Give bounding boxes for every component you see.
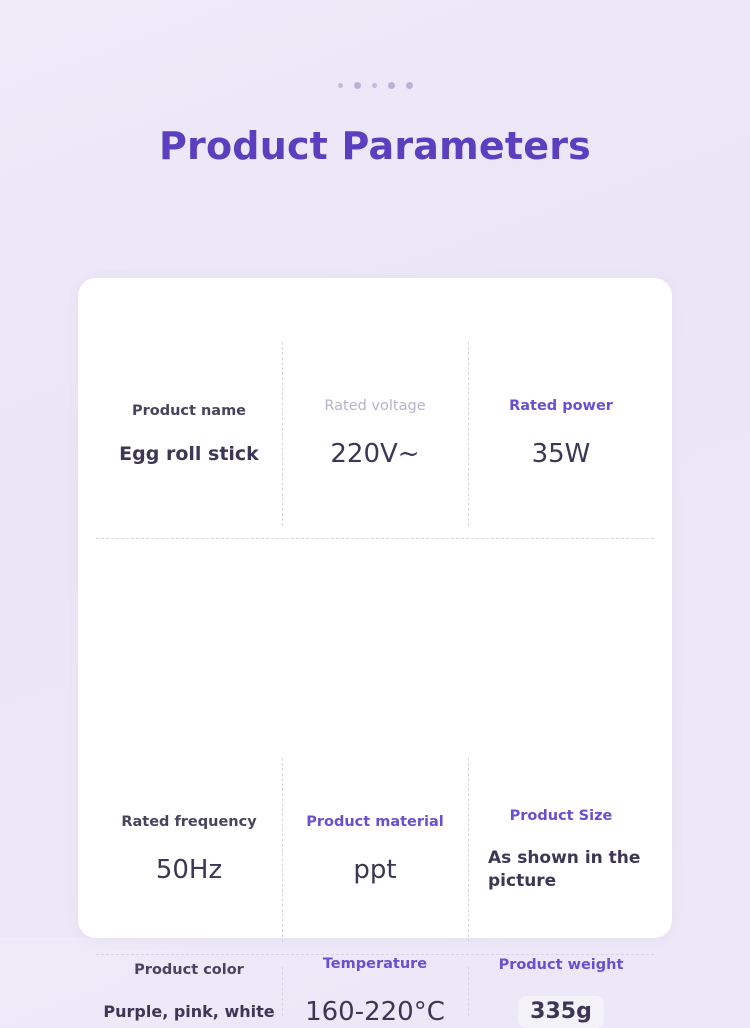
param-cell-product-color [96, 955, 282, 1028]
param-label: Product color [134, 962, 244, 979]
param-cell-rated-power [468, 330, 654, 538]
page-title: Product Parameters [159, 124, 591, 168]
param-label: Product name [131, 402, 247, 419]
dot-icon [354, 82, 361, 89]
decorative-dots [0, 82, 750, 89]
dot-icon [388, 82, 395, 89]
parameters-grid [96, 330, 654, 1028]
param-value: 160-220°C [305, 996, 445, 1027]
param-value: Purple, pink, white [103, 1002, 275, 1022]
parameters-card [78, 278, 672, 1027]
param-label: Product Size [509, 807, 613, 824]
param-cell-product-material [282, 746, 468, 954]
param-value: Egg roll stick [119, 442, 259, 465]
param-cell-temperature [282, 955, 468, 1028]
param-value: ppt [353, 855, 397, 886]
param-cell-rated-voltage [282, 330, 468, 538]
param-cell-rated-frequency [96, 746, 282, 954]
param-label: Temperature [322, 956, 428, 972]
param-value: 50Hz [155, 855, 223, 886]
row-divider [96, 538, 654, 539]
param-cell-product-size [468, 746, 654, 954]
param-label: Rated voltage [324, 398, 426, 415]
dot-icon [338, 83, 343, 88]
param-value: 335g [518, 996, 604, 1028]
param-label: Product material [306, 814, 444, 831]
dot-icon [406, 82, 413, 89]
param-label: Rated power [509, 398, 613, 415]
dot-icon [372, 83, 377, 88]
param-cell-product-weight [468, 955, 654, 1028]
param-cell-product-name [96, 330, 282, 538]
param-value: As shown in the picture [488, 848, 641, 892]
param-value: 35W [531, 439, 591, 470]
param-label: Rated frequency [121, 814, 257, 831]
param-value: 220V~ [330, 439, 420, 470]
param-label: Product weight [498, 956, 624, 973]
